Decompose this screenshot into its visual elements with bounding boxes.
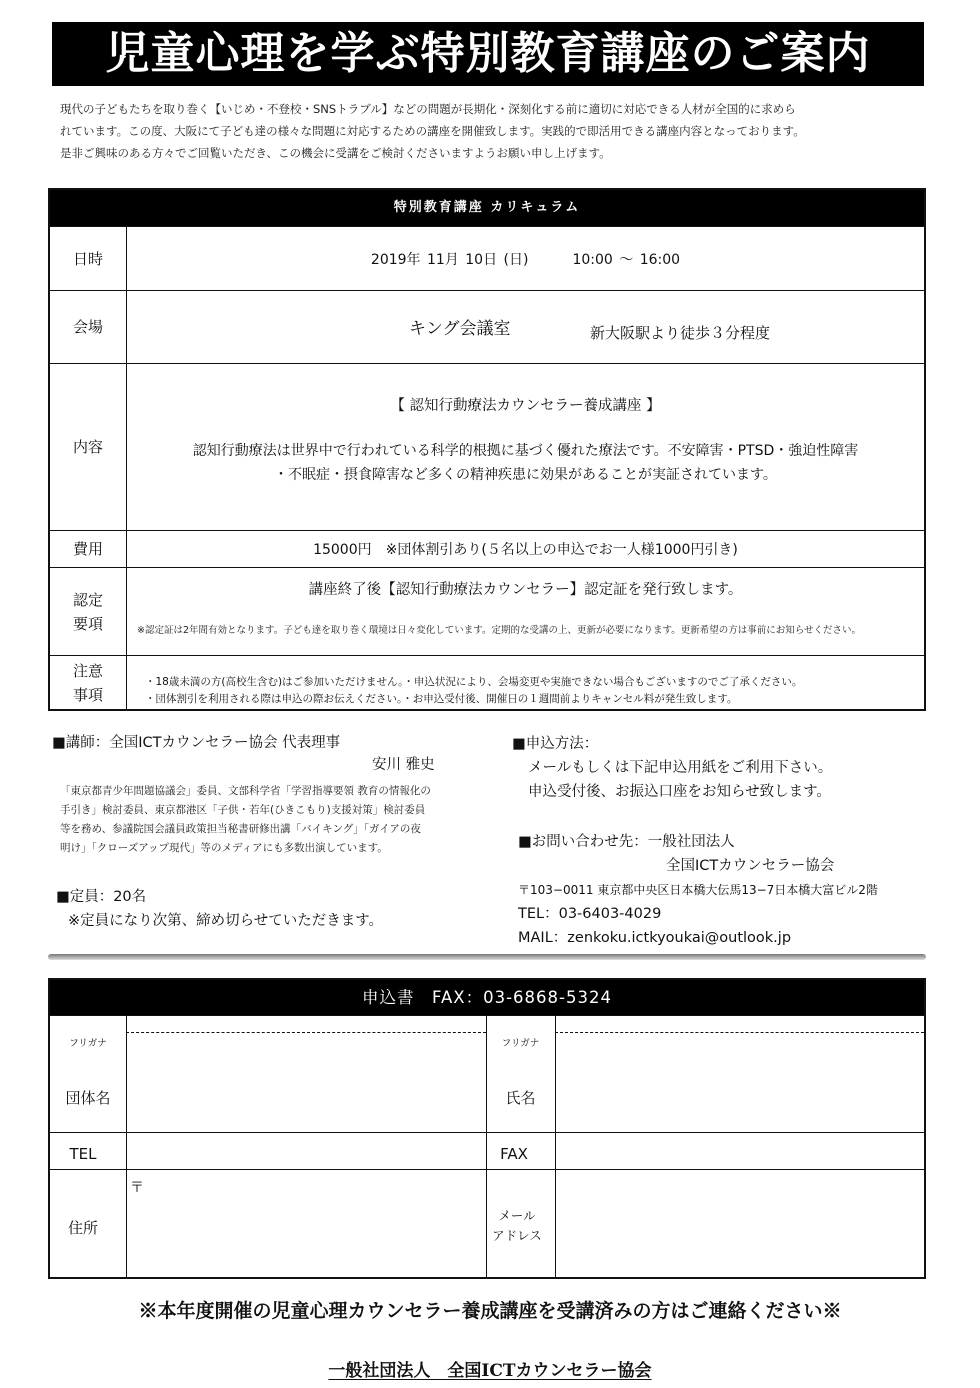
footer-note: ※本年度開催の児童心理カウンセラー養成講座を受講済みの方はご連絡ください※ [138, 1300, 842, 1322]
course-title: 【 認知行動療法カウンセラー養成講座 】 [390, 398, 661, 414]
lecturer-bio-line: 等を務め、参議院国会議員政策担当秘書研修出講「バイキング」「ガイアの夜 [60, 823, 421, 835]
intro-text [60, 98, 926, 164]
certification-value [127, 568, 924, 655]
course-description-line: ・不眠症・摂食障害など多くの精神疾患に効果があることが実証されています。 [274, 467, 777, 483]
lecturer-bio-line: 明け」「クローズアップ現代」等のメディアにも多数出演しています。 [60, 842, 388, 854]
form-header: 申込書 FAX：03-6868-5324 [50, 980, 924, 1015]
furigana-label: フリガナ [69, 1038, 107, 1049]
apply-heading: ■申込方法： [512, 736, 599, 752]
row-notes [50, 655, 924, 709]
org-name-field[interactable] [127, 1033, 485, 1131]
content-value [127, 364, 924, 530]
certification-note: ※認定証は2年間有効となります。子ども達を取り巻く環境は日々変化しています。定期的な受講の上、更新が必要になります。更新希望の方は事前にお知らせください。 [137, 625, 861, 636]
name-field[interactable] [556, 1033, 924, 1131]
footer-org [0, 1356, 980, 1381]
notes-value [127, 656, 924, 709]
lecturer-section [52, 732, 472, 858]
apply-line: 申込受付後、お振込口座をお知らせ致します。 [528, 784, 831, 800]
row-certification [50, 567, 924, 655]
lecturer-name: 安川 雅史 [372, 757, 435, 773]
intro-line: 是非ご興味のある方々でご回覧いただき、この機会に受講をご検討くださいますようお願い申し上げます。 [60, 146, 611, 160]
venue-access: 新大阪駅より徒歩３分程度 [590, 324, 771, 342]
capacity-heading: ■定員：20名 [56, 889, 147, 905]
notes-label [50, 656, 127, 709]
certification-label-line: 要項 [72, 614, 103, 633]
curriculum-table [48, 188, 926, 711]
application-form [48, 978, 926, 1279]
contact-tel: TEL：03-6403-4029 [518, 906, 662, 922]
name-furigana-field[interactable] [556, 1016, 924, 1032]
email-label-line: メール [498, 1208, 536, 1223]
content-label: 内容 [50, 364, 127, 530]
contact-org: 全国ICTカウンセラー協会 [666, 858, 835, 874]
certification-label [50, 568, 127, 655]
row-content [50, 363, 924, 530]
contact-heading: ■お問い合わせ先：一般社団法人 [518, 834, 735, 850]
apply-section [512, 732, 922, 804]
venue-label: 会場 [50, 291, 127, 363]
row-fee [50, 530, 924, 567]
row-venue [50, 290, 924, 363]
date-text: 2019年 11月 10日 (日) [370, 251, 529, 268]
date-value [127, 227, 924, 290]
lecturer-bio [60, 782, 472, 858]
section-divider [48, 954, 926, 960]
capacity-section [56, 886, 476, 932]
fee-label: 費用 [50, 531, 127, 567]
lecturer-heading: ■講師：全国ICTカウンセラー協会 代表理事 [52, 735, 341, 751]
curriculum-header: 特別教育講座 カリキュラム [50, 190, 924, 226]
email-label [486, 1206, 548, 1246]
venue-name: キング会議室 [409, 319, 511, 339]
lecturer-bio-line: 手引き」検討委員、東京都港区「子供・若年(ひきこもり)支援対策」検討委員 [60, 804, 426, 816]
org-furigana-field[interactable] [127, 1016, 485, 1032]
contact-address: 〒103−0011 東京都中央区日本橋大伝馬13−7日本橋大富ビル2階 [518, 883, 878, 897]
notes-label-line: 事項 [72, 685, 103, 704]
intro-line: 現代の子どもたちを取り巻く【いじめ・不登校・SNSトラブル】などの問題が長期化・深刻化する前に適切に対応できる人材が全国的に求めら [60, 102, 796, 116]
email-field[interactable] [556, 1170, 924, 1276]
postal-mark: 〒 [130, 1180, 144, 1196]
contact-section [518, 830, 928, 950]
venue-value [127, 291, 924, 363]
fee-value: 15000円 ※団体割引あり(５名以上の申込でお一人様1000円引き) [313, 542, 738, 558]
address-field[interactable] [146, 1170, 485, 1276]
row-date [50, 226, 924, 290]
certification-main: 講座終了後【認知行動療法カウンセラー】認定証を発行致します。 [308, 582, 743, 598]
footer-org-text: 一般社団法人 全国ICTカウンセラー協会 [328, 1361, 652, 1381]
course-description-line: 認知行動療法は世界中で行われている科学的根拠に基づく優れた療法です。不安障害・PTSD・強迫性障害 [192, 443, 859, 459]
contact-mail: MAIL：zenkoku.ictkyoukai@outlook.jp [518, 930, 792, 946]
apply-line: メールもしくは下記申込用紙をご利用下さい。 [528, 760, 833, 776]
notes-line: ・18歳未満の方(高校生含む)はご参加いただけません。・申込状況により、会場変更や実施できない場合もございますのでご了承ください。 [145, 676, 803, 688]
fax-label: FAX [500, 1145, 528, 1163]
email-label-line: アドレス [492, 1228, 542, 1243]
name-label: 氏名 [505, 1089, 536, 1107]
page-title: 児童心理を学ぶ特別教育講座のご案内 [52, 22, 924, 86]
furigana-label: フリガナ [501, 1038, 540, 1049]
tel-field[interactable] [127, 1133, 485, 1168]
notes-line: ・団体割引を利用される際は申込の際お伝えください。・お申込受付後、開催日の１週間前よりキャンセル料が発生致します。 [145, 693, 738, 705]
course-description [127, 439, 924, 487]
intro-line: れています。この度、大阪にて子ども達の様々な問題に対応するための講座を開催致します。実践的で即活用できる講座内容となっております。 [60, 124, 805, 138]
address-label: 住所 [67, 1219, 98, 1237]
date-label: 日時 [50, 227, 127, 290]
notes-label-line: 注意 [72, 661, 103, 680]
time-text: 10:00 〜 16:00 [572, 251, 681, 268]
tel-label: TEL [69, 1145, 97, 1163]
capacity-note: ※定員になり次第、締め切らせていただきます。 [68, 913, 384, 929]
certification-label-line: 認定 [72, 590, 103, 609]
org-label: 団体名 [65, 1089, 111, 1107]
fax-field[interactable] [556, 1133, 924, 1168]
lecturer-bio-line: 「東京都青少年問題協議会」委員、文部科学省「学習指導要領 教育の情報化の [60, 785, 431, 797]
